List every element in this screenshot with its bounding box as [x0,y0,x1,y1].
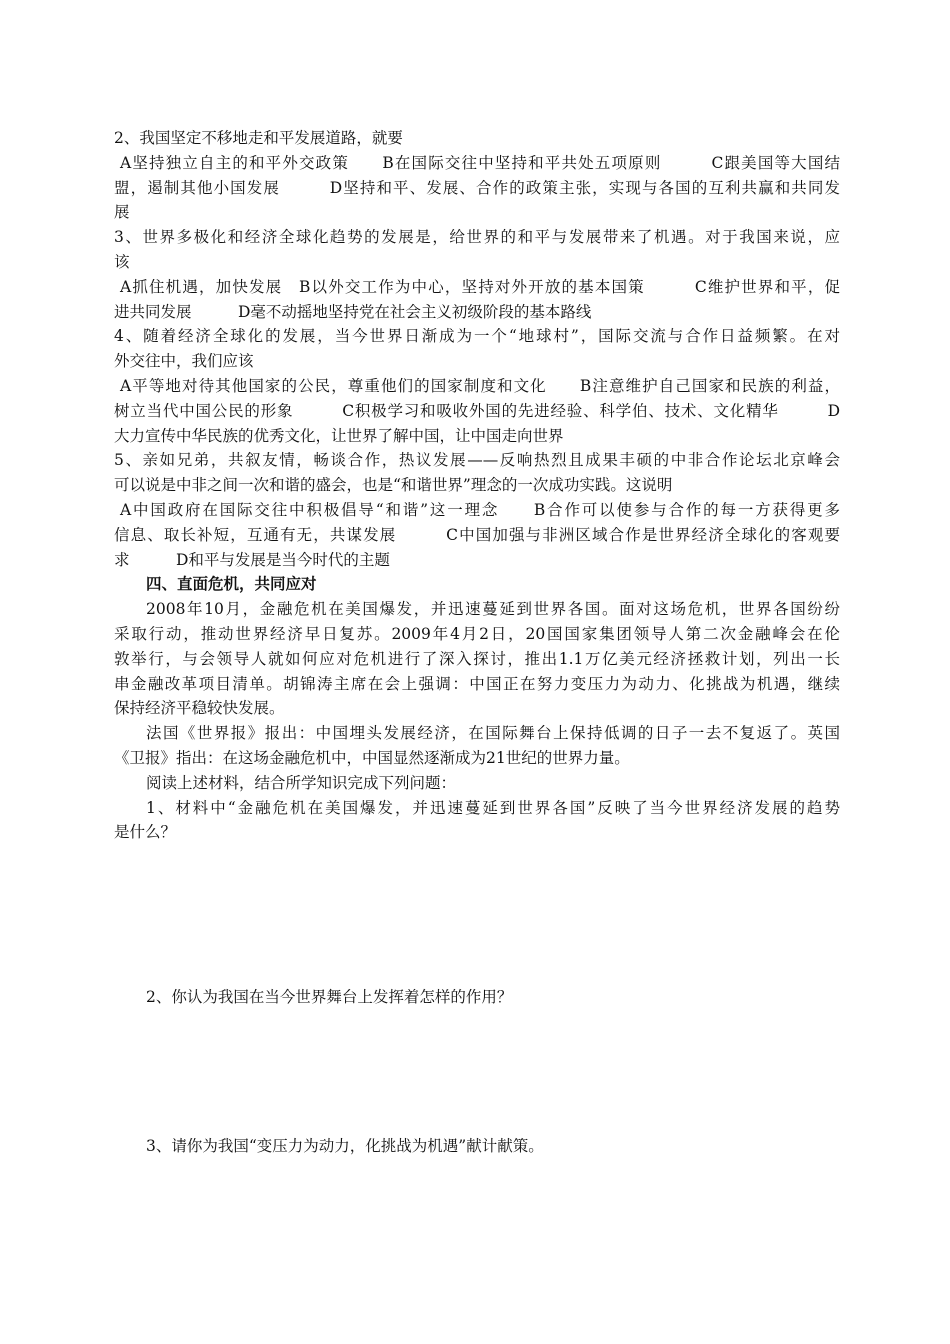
material-paragraph: 保持经济平稳较快发展。 [114,699,285,718]
question-3-options: A抓住机遇，加快发展 B以外交工作为中心，坚持对外开放的基本国策 C维护世界和平，促 [120,277,840,296]
question-5-stem: 可以说是中非之间一次和谐的盛会，也是“和谐世界”理念的一次成功实践。这说明 [114,476,673,495]
question-5-options: 信息、取长补短，互通有无，共谋发展 C中国加强与非洲区域合作是世界经济全球化的客观要 [114,525,840,544]
sub-question-1: 是什么？ [114,823,177,842]
question-2-stem: 2、我国坚定不移地走和平发展道路，就要 [114,129,403,147]
section-heading: 四、直面危机，共同应对 [146,574,317,594]
material-paragraph: 采取行动，推动世界经济早日复苏。2009年4月2日，20国国家集团领导人第二次金融峰会在伦 [114,624,840,643]
material-paragraph: 2008年10月，金融危机在美国爆发，并迅速蔓延到世界各国。面对这场危机，世界各国纷纷 [146,600,840,619]
question-2-options: A坚持独立自主的和平外交政策 B在国际交往中坚持和平共处五项原则 C跟美国等大国结 [120,153,840,172]
question-3-stem: 该 [114,252,130,271]
question-2-options: 展 [114,203,130,222]
question-5-stem: 5、亲如兄弟，共叙友情，畅谈合作，热议发展——反响热烈且成果丰硕的中非合作论坛北京峰会 [114,451,840,470]
question-3-options: 进共同发展 D毫不动摇地坚持党在社会主义初级阶段的基本路线 [114,302,592,321]
question-4-options: 大力宣传中华民族的优秀文化，让世界了解中国，让中国走向世界 [114,426,564,445]
question-3-stem: 3、世界多极化和经济全球化趋势的发展是，给世界的和平与发展带来了机遇。对于我国来说，应 [114,228,840,247]
question-5-options: 求 D和平与发展是当今时代的主题 [114,550,390,569]
instruction-text: 阅读上述材料，结合所学知识完成下列问题： [146,773,457,792]
material-paragraph: 敦举行，与会领导人就如何应对危机进行了深入探讨，推出1.1万亿美元经济拯救计划，列出一长 [114,649,840,668]
material-paragraph: 《卫报》指出：在这场金融危机中，中国显然逐渐成为21世纪的世界力量。 [114,748,630,767]
question-4-options: A平等地对待其他国家的公民，尊重他们的国家制度和文化 B注意维护自己国家和民族的利益， [120,376,840,395]
question-2-options: 盟，遏制其他小国发展 D坚持和平、发展、合作的政策主张，实现与各国的互利共赢和共同发 [114,178,840,197]
document-body [114,126,840,1159]
sub-question-2: 2、你认为我国在当今世界舞台上发挥着怎样的作用？ [146,988,513,1007]
question-4-stem: 外交往中，我们应该 [114,352,254,371]
answer-space [114,845,840,985]
question-5-options: A中国政府在国际交往中积极倡导“和谐”这一理念 B合作可以使参与合作的每一方获得更多 [120,500,840,519]
material-paragraph: 串金融改革项目清单。胡锦涛主席在会上强调：中国正在努力变压力为动力、化挑战为机遇，继续 [114,674,840,693]
sub-question-3: 3、请你为我国“变压力为动力，化挑战为机遇”献计献策。 [146,1136,544,1155]
question-4-stem: 4、随着经济全球化的发展，当今世界日渐成为一个“地球村”，国际交流与合作日益频繁。在对 [114,327,840,346]
answer-space [114,1010,840,1134]
material-paragraph: 法国《世界报》报出：中国埋头发展经济，在国际舞台上保持低调的日子一去不复返了。英国 [146,724,840,743]
question-4-options: 树立当代中国公民的形象 C积极学习和吸收外国的先进经验、科学伯、技术、文化精华 D [114,401,840,420]
sub-question-1: 1、材料中“金融危机在美国爆发，并迅速蔓延到世界各国”反映了当今世界经济发展的趋势 [146,798,840,817]
